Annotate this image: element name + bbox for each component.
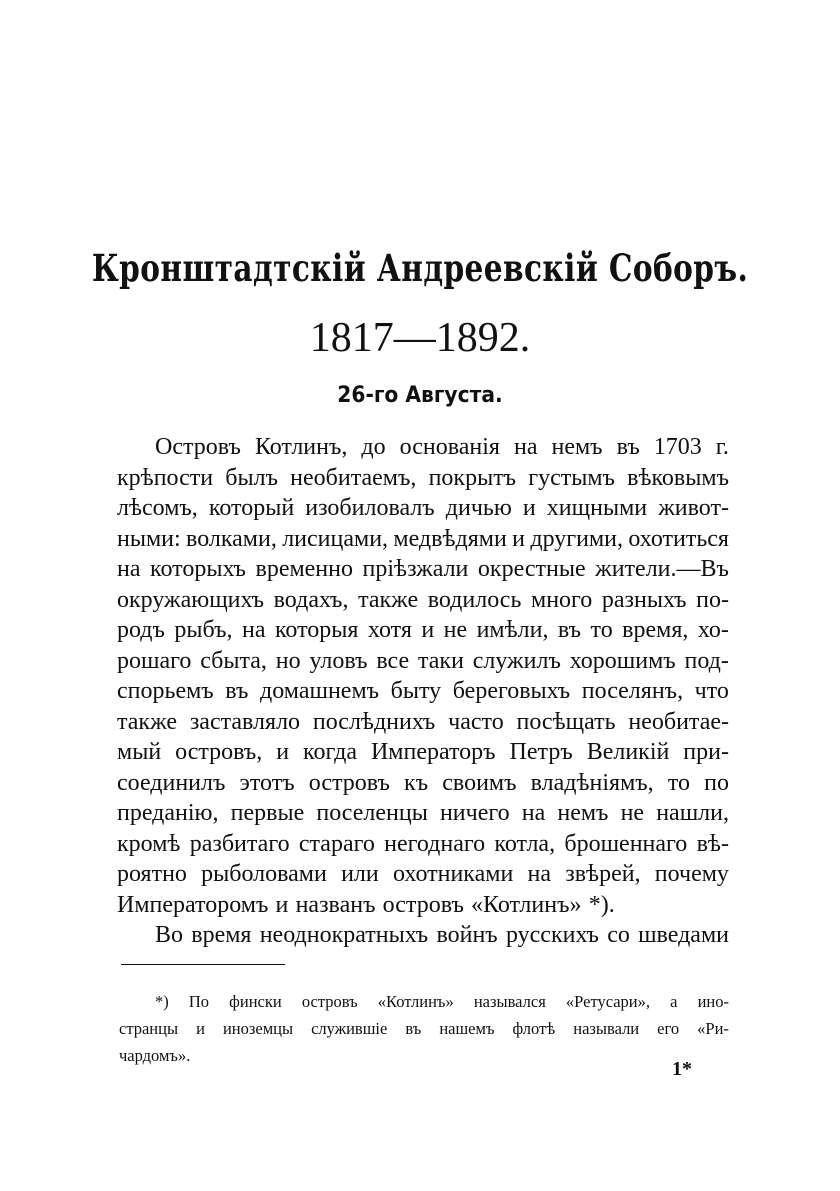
word: къ bbox=[404, 769, 429, 796]
body-text bbox=[117, 432, 729, 951]
word: называли bbox=[573, 1019, 640, 1038]
text-line bbox=[117, 676, 729, 707]
word: брошеннаго bbox=[564, 830, 688, 857]
word: владѣніямъ, bbox=[530, 769, 654, 796]
word: сбыта, bbox=[200, 647, 267, 674]
word: жители.—Въ bbox=[595, 556, 729, 582]
word: названъ bbox=[295, 891, 376, 918]
text-line bbox=[117, 615, 729, 646]
word: вѣковымъ bbox=[627, 464, 729, 491]
word: хотя bbox=[367, 617, 412, 643]
word: первые bbox=[230, 800, 305, 826]
word: нашли, bbox=[656, 800, 729, 826]
word: 1703 bbox=[653, 434, 702, 460]
word: островъ, bbox=[175, 739, 263, 765]
text-line bbox=[117, 737, 729, 768]
word: разбитаго bbox=[189, 830, 290, 857]
footnote-line bbox=[119, 988, 729, 1015]
text-line bbox=[117, 585, 729, 616]
word: также bbox=[117, 708, 178, 735]
years-heading: 1817—1892. bbox=[309, 315, 531, 361]
word: По bbox=[188, 992, 210, 1011]
word: звѣрей, bbox=[565, 861, 641, 887]
word: на bbox=[521, 800, 546, 826]
word: «Ри- bbox=[697, 1019, 729, 1038]
text-line bbox=[117, 646, 729, 677]
word: время, bbox=[622, 617, 689, 643]
word: основанія bbox=[399, 434, 500, 460]
text-line bbox=[117, 829, 729, 860]
footnote bbox=[119, 988, 729, 1069]
word: роятно bbox=[117, 861, 187, 887]
footnote-line bbox=[119, 1042, 729, 1069]
word: ино- bbox=[697, 992, 729, 1011]
footnote-divider bbox=[121, 964, 285, 965]
word: не bbox=[620, 800, 645, 826]
word: Петръ bbox=[509, 739, 573, 765]
word: временно bbox=[255, 556, 353, 582]
word: быту bbox=[390, 678, 442, 704]
word: посѣщать bbox=[516, 708, 616, 735]
text-line bbox=[117, 920, 729, 951]
word: таки bbox=[417, 647, 464, 674]
word: крѣпости bbox=[117, 464, 214, 491]
word: домашнемъ bbox=[260, 678, 380, 704]
page-title: Кронштадтскій Андреевскій Соборъ. bbox=[91, 246, 749, 290]
word: необитае- bbox=[628, 708, 729, 735]
word: часто bbox=[448, 708, 504, 735]
text-line bbox=[117, 493, 729, 524]
word: пріѣзжали bbox=[362, 556, 469, 582]
word: на bbox=[513, 434, 538, 460]
word: и bbox=[421, 617, 435, 643]
word: въ bbox=[405, 1019, 422, 1038]
word: окрестные bbox=[477, 556, 586, 582]
word: хорошимъ bbox=[569, 647, 676, 674]
word: рошаго bbox=[117, 647, 192, 674]
word: странцы bbox=[119, 1019, 179, 1038]
word: немъ bbox=[557, 800, 609, 826]
word: Островъ bbox=[155, 434, 241, 460]
word: назывался bbox=[473, 992, 546, 1011]
word: разныхъ bbox=[601, 586, 687, 613]
word: дичью bbox=[445, 495, 512, 521]
word: и bbox=[276, 739, 290, 765]
word: поселенцы bbox=[316, 800, 428, 826]
text-line bbox=[117, 524, 729, 555]
word: что bbox=[694, 678, 729, 704]
word: водахъ, bbox=[273, 586, 349, 613]
word: шведами bbox=[638, 922, 729, 948]
word: фински bbox=[229, 992, 282, 1011]
word: медвѣдями bbox=[393, 525, 507, 552]
word: а bbox=[670, 992, 678, 1011]
word: уловъ bbox=[309, 647, 368, 674]
word: *) bbox=[155, 992, 169, 1011]
word: въ bbox=[616, 434, 640, 460]
word: ничего bbox=[439, 800, 510, 826]
word: немъ bbox=[551, 434, 603, 460]
word: окружающихъ bbox=[117, 586, 265, 613]
text-line bbox=[117, 554, 729, 585]
word: стараго bbox=[298, 830, 375, 857]
word: Императоръ bbox=[370, 739, 496, 765]
word: хо- bbox=[697, 617, 729, 643]
word: и bbox=[275, 891, 289, 918]
word: изобиловалъ bbox=[305, 495, 435, 521]
word: «Ретусари», bbox=[565, 992, 651, 1011]
word: то bbox=[590, 617, 613, 643]
word: «Котлинъ» bbox=[471, 891, 582, 918]
word: своимъ bbox=[442, 769, 517, 796]
word: густымъ bbox=[528, 464, 615, 491]
word: покрытъ bbox=[428, 464, 517, 491]
word: и bbox=[522, 495, 536, 521]
word: заставляло bbox=[189, 708, 301, 735]
word: все bbox=[376, 647, 410, 674]
word: островъ bbox=[308, 769, 390, 796]
word: береговыхъ bbox=[452, 678, 571, 704]
word: родъ bbox=[117, 617, 165, 643]
word: служившіе bbox=[311, 1019, 388, 1038]
word: охотиться bbox=[628, 525, 729, 552]
word: которыхъ bbox=[150, 556, 246, 582]
word: рыболовами bbox=[201, 861, 327, 887]
date-subheading: 26-го Августа. bbox=[337, 383, 503, 408]
word: поселянъ, bbox=[581, 678, 684, 704]
word: соединилъ bbox=[117, 769, 226, 796]
word: послѣднихъ bbox=[312, 708, 436, 735]
word: Котлинъ, bbox=[254, 434, 348, 460]
word: *). bbox=[588, 891, 615, 918]
word: рыбъ, bbox=[174, 617, 233, 643]
word: до bbox=[361, 434, 386, 460]
word: необитаемъ, bbox=[290, 464, 417, 491]
text-line bbox=[117, 707, 729, 738]
word: мый bbox=[117, 739, 162, 765]
word: котла, bbox=[494, 830, 556, 857]
word: по- bbox=[696, 586, 729, 613]
text-line bbox=[117, 859, 729, 890]
word: но bbox=[275, 647, 301, 674]
word: живот- bbox=[658, 495, 729, 521]
word: другими, bbox=[530, 525, 623, 552]
word: со bbox=[607, 922, 630, 948]
word: много bbox=[531, 586, 593, 613]
word: «Котлинъ» bbox=[377, 992, 454, 1011]
word: нашемъ bbox=[439, 1019, 495, 1038]
word: былъ bbox=[225, 464, 279, 491]
word: при- bbox=[683, 739, 729, 765]
word: или bbox=[341, 861, 379, 887]
word: ными: bbox=[117, 525, 181, 552]
word: когда bbox=[303, 739, 357, 765]
text-line bbox=[117, 463, 729, 494]
word: лѣсомъ, bbox=[117, 495, 198, 521]
word: его bbox=[657, 1019, 680, 1038]
word: въ bbox=[557, 617, 582, 643]
word: Во bbox=[155, 922, 184, 948]
word: который bbox=[208, 495, 295, 521]
word: служилъ bbox=[472, 647, 561, 674]
word: спорьемъ bbox=[117, 678, 214, 704]
text-line bbox=[117, 768, 729, 799]
word: которыя bbox=[274, 617, 359, 643]
word: на bbox=[117, 556, 141, 582]
word: также bbox=[358, 586, 419, 613]
word: то bbox=[667, 769, 690, 796]
word: негоднаго bbox=[384, 830, 486, 857]
word: охотниками bbox=[392, 861, 514, 887]
text-line bbox=[117, 432, 729, 463]
word: въ bbox=[225, 678, 249, 704]
word: г. bbox=[715, 434, 729, 460]
word: и bbox=[512, 525, 525, 552]
word: Императоромъ bbox=[117, 891, 269, 918]
word: неоднократныхъ bbox=[259, 922, 429, 948]
word: островъ bbox=[382, 891, 464, 918]
word: иноземцы bbox=[222, 1019, 294, 1038]
word: преданію, bbox=[117, 800, 219, 826]
word: и bbox=[196, 1019, 205, 1038]
word: время bbox=[191, 922, 252, 948]
word: хищными bbox=[546, 495, 648, 521]
footnote-line bbox=[119, 1015, 729, 1042]
word: чардомъ». bbox=[119, 1046, 191, 1065]
word: кромѣ bbox=[117, 830, 181, 857]
text-line bbox=[117, 798, 729, 829]
word: вѣ- bbox=[696, 830, 729, 857]
page-number: 1* bbox=[672, 1058, 692, 1080]
word: не bbox=[443, 617, 468, 643]
word: почему bbox=[654, 861, 729, 887]
word: Великій bbox=[586, 739, 670, 765]
word: флотѣ bbox=[512, 1019, 556, 1038]
word: на bbox=[527, 861, 551, 887]
word: имѣли, bbox=[476, 617, 549, 643]
word: водилось bbox=[427, 586, 522, 613]
word: островъ bbox=[301, 992, 358, 1011]
word: лисицами, bbox=[282, 525, 389, 552]
word: русскихъ bbox=[505, 922, 599, 948]
text-line bbox=[117, 890, 729, 921]
word: войнъ bbox=[436, 922, 498, 948]
word: этотъ bbox=[239, 769, 295, 796]
word: по bbox=[704, 769, 729, 796]
word: на bbox=[242, 617, 266, 643]
word: под- bbox=[684, 647, 729, 674]
word: волками, bbox=[186, 525, 277, 552]
